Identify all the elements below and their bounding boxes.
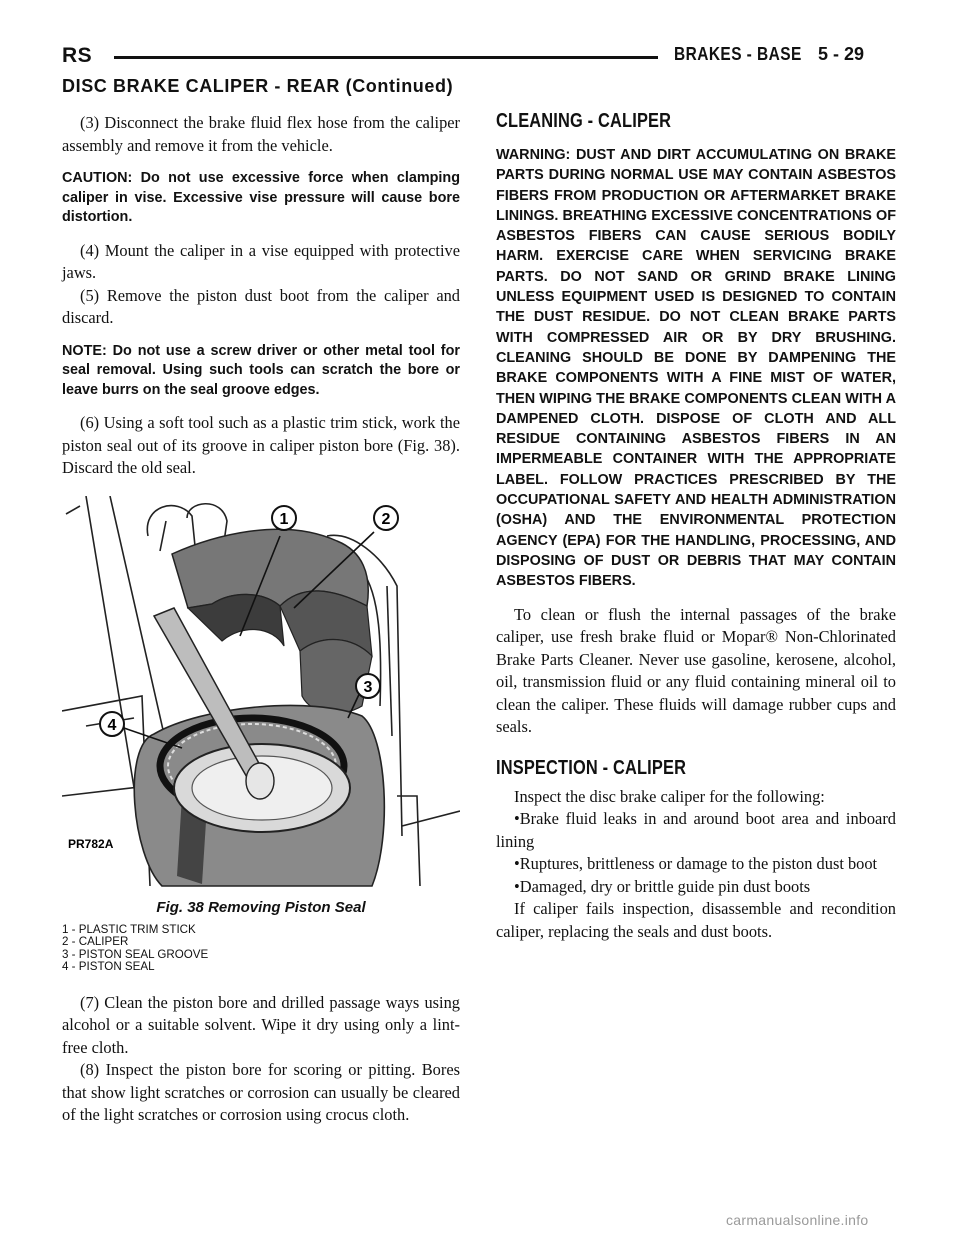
step-7: (7) Clean the piston bore and drilled passage ways using alcohol or a suitable solvent. Wipe it dry using only a lint-free cloth. xyxy=(62,992,460,1057)
callout-2: 2 xyxy=(381,510,391,528)
source-watermark: carmanualsonline.info xyxy=(726,1212,869,1228)
bullet-mark: • xyxy=(514,854,520,874)
caliper-seal-removal-drawing xyxy=(62,496,460,891)
step-3: (3) Disconnect the brake fluid flex hose from the caliper assembly and remove it from the vehicle. xyxy=(62,113,460,155)
inspection-intro: Inspect the disc brake caliper for the following: xyxy=(514,786,825,806)
header-model-code: RS xyxy=(62,44,93,67)
inspection-heading: INSPECTION - CALIPER xyxy=(496,756,687,779)
cleaning-paragraph: To clean or flush the internal passages of the brake caliper, use fresh brake fluid or Mopar® Non-Chlorinated Brake Parts Cleaner. Never use gasoline, kerosene, alcohol, oil, transmission fluid or any fluid containing mineral oil to clean the caliper. These fluids will damage rubber cups and seals. xyxy=(496,604,896,737)
asbestos-warning: WARNING: DUST AND DIRT ACCUMULATING ON BRAKE PARTS DURING NORMAL USE MAY CONTAIN ASBESTOS FIBERS FROM PRODUCTION OR AFTERMARKET BRAKE LININGS. BREATHING EXCESSIVE CONCENTRATIONS OF ASBESTOS FIBERS CAN CAUSE SERIOUS BODILY HARM. EXERCISE CARE WHEN SERVICING BRAKE PARTS. DO NOT SAND OR GRIND BRAKE LINING UNLESS EQUIPMENT USED IS DESIGNED TO CONTAIN THE DUST RESIDUE. DO NOT CLEAN BRAKE PARTS WITH COMPRESSED AIR OR BY DRY BRUSHING. CLEANING SHOULD BE DONE BY DAMPENING THE BRAKE COMPONENTS WITH A FINE MIST OF WATER, THEN WIPING THE BRAKE COMPONENTS CLEAN WITH A DAMPENED CLOTH. DISPOSE OF CLOTH AND ALL RESIDUE CONTAINING ASBESTOS FIBERS IN AN IMPERMEABLE CONTAINER WITH THE APPROPRIATE LABEL. FOLLOW PRACTICES PRESCRIBED BY THE OCCUPATIONAL SAFETY AND HEALTH ADMINISTRATION (OSHA) AND THE ENVIRONMENTAL PROTECTION AGENCY (EPA) FOR THE HANDLING, PROCESSING, AND DISPOSING OF DUST OR DEBRIS THAT MAY CONTAIN ASBESTOS FIBERS. xyxy=(496,147,896,590)
left-column xyxy=(62,112,460,1127)
caution-note: CAUTION: Do not use excessive force when clamping caliper in vise. Excessive vise pressure will cause bore distortion. xyxy=(62,170,460,225)
bullet-text: Damaged, dry or brittle guide pin dust boots xyxy=(519,876,811,896)
right-column xyxy=(496,110,896,943)
bullet-text: Ruptures, brittleness or damage to the piston dust boot xyxy=(519,854,878,874)
section-title: DISC BRAKE CALIPER - REAR (Continued) xyxy=(62,76,454,96)
legend-item: 1 - PLASTIC TRIM STICK xyxy=(62,922,196,936)
figure-code: PR782A xyxy=(68,836,114,851)
header-page-number: 5 - 29 xyxy=(818,44,865,64)
inspection-bullet xyxy=(496,876,896,899)
legend-item: 2 - CALIPER xyxy=(62,935,129,948)
inspection-bullet xyxy=(496,808,896,853)
figure-38-illustration xyxy=(62,496,460,891)
header-rule xyxy=(114,56,658,59)
bullet-mark: • xyxy=(514,876,520,896)
step-4: (4) Mount the caliper in a vise equipped with protective jaws. xyxy=(62,240,460,282)
cleaning-heading: CLEANING - CALIPER xyxy=(496,110,672,132)
bullet-text: Brake fluid leaks in and around boot area and inboard lining xyxy=(496,809,896,851)
legend-item: 4 - PISTON SEAL xyxy=(62,960,155,973)
figure-legend xyxy=(62,924,460,974)
inspection-outro: If caliper fails inspection, disassemble and recondition caliper, replacing the seals and dust boots. xyxy=(496,899,896,941)
header-chapter-title: BRAKES - BASE xyxy=(674,44,802,64)
step-8: (8) Inspect the piston bore for scoring or pitting. Bores that show light scratches or corrosion can usually be cleared of the light scratches or corrosion using crocus cloth. xyxy=(62,1060,460,1124)
legend-item: 3 - PISTON SEAL GROOVE xyxy=(62,947,209,961)
step-6: (6) Using a soft tool such as a plastic trim stick, work the piston seal out of its groove in caliper piston bore (Fig. 38). Discard the old seal. xyxy=(62,413,460,477)
bullet-mark: • xyxy=(514,809,520,829)
callout-3: 3 xyxy=(363,678,373,696)
callout-1: 1 xyxy=(279,510,289,528)
tool-note: NOTE: Do not use a screw driver or other metal tool for seal removal. Using such tools can scratch the bore or leave burrs on the seal groove edges. xyxy=(62,342,460,398)
inspection-bullet xyxy=(496,853,896,876)
figure-caption: Fig. 38 Removing Piston Seal xyxy=(156,898,366,916)
callout-4: 4 xyxy=(107,716,117,734)
step-5: (5) Remove the piston dust boot from the caliper and discard. xyxy=(62,285,460,327)
